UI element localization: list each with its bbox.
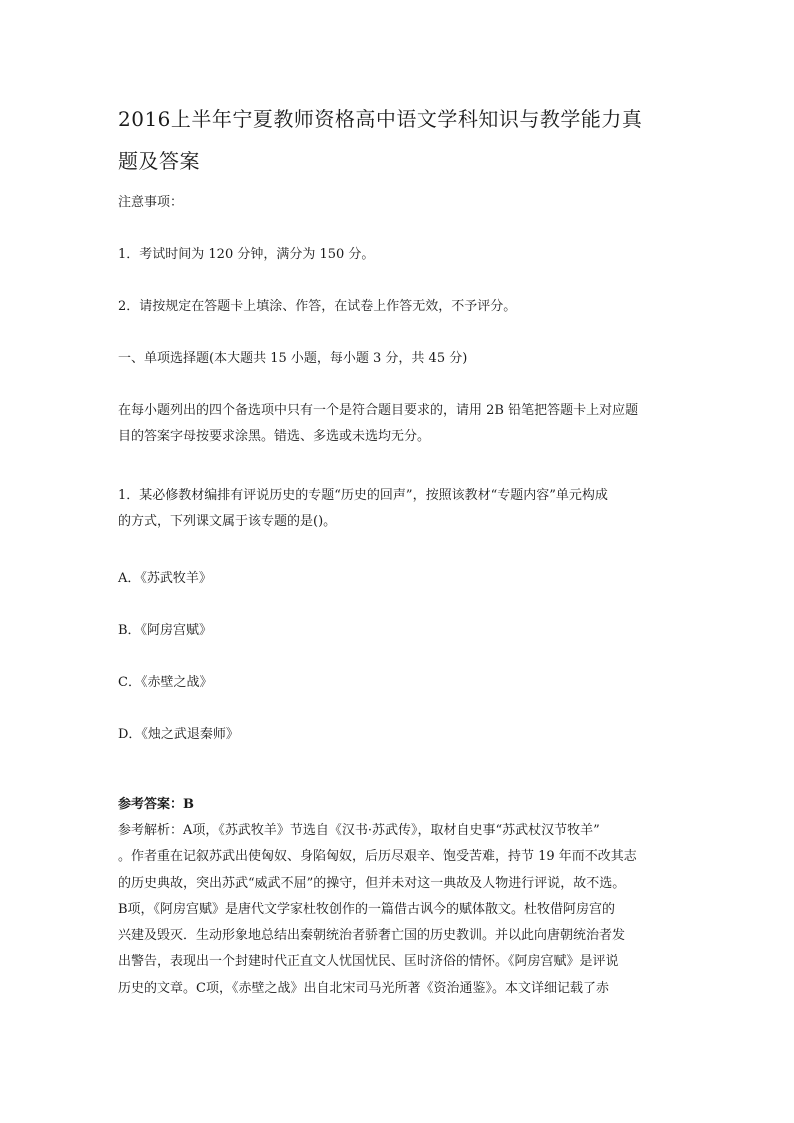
title-line-2: 题及答案 <box>118 149 200 173</box>
explanation-line-2: 。作者重在记叙苏武出使匈奴、身陷匈奴，后历尽艰辛、饱受苦难，持节 19 年而不改其志 <box>118 849 637 865</box>
explanation-line-1: 参考解析：A项，《苏武牧羊》节选自《汉书·苏武传》，取材自史事“苏武杖汉节牧羊” <box>118 823 600 838</box>
option-d: D．《烛之武退秦师》 <box>118 727 239 742</box>
section-instruction-line-1: 在每小题列出的四个备选项中只有一个是符合题目要求的，请用 2B 铅笔把答题卡上对应题 <box>118 403 639 418</box>
explanation-line-4: B项，《阿房宫赋》是唐代文学家杜牧创作的一篇借古讽今的赋体散文。杜牧借阿房宫的 <box>118 901 616 917</box>
question-stem <box>118 483 678 535</box>
explanation-line-3: 的历史典故，突出苏武“威武不屈”的操守，但并未对这一典故及人物进行评说，故不选。 <box>118 875 626 891</box>
section-heading: 一、单项选择题(本大题共 15 小题，每小题 3 分，共 45 分) <box>118 351 468 366</box>
question-stem-line-1: 1．某必修教材编排有评说历史的专题“历史的回声”，按照该教材“专题内容”单元构成 <box>118 488 608 503</box>
explanation-line-5: 兴建及毁灭．生动形象地总结出秦朝统治者骄奢亡国的历史教训。并以此向唐朝统治者发 <box>118 928 626 944</box>
notice-item-1: 1．考试时间为 120 分钟，满分为 150 分。 <box>118 247 375 262</box>
explanation <box>118 818 680 1002</box>
explanation-line-6: 出警告，表现出一个封建时代正直文人忧国忧民、匡时济俗的情怀。《阿房宫赋》是评说 <box>118 954 619 970</box>
option-b: B．《阿房宫赋》 <box>118 623 213 638</box>
answer-label: 参考答案：B <box>118 797 194 812</box>
explanation-line-7: 历史的文章。C项，《赤壁之战》出自北宋司马光所著《资治通鉴》。本文详细记载了赤 <box>118 980 609 996</box>
section-instruction <box>118 398 678 450</box>
question-stem-line-2: 的方式，下列课文属于该专题的是()。 <box>118 514 337 529</box>
option-a: A．《苏武牧羊》 <box>118 571 212 586</box>
title-line-1: 2016上半年宁夏教师资格高中语文学科知识与教学能力真 <box>118 107 643 131</box>
notice-heading: 注意事项： <box>118 195 184 210</box>
option-c: C．《赤壁之战》 <box>118 675 213 690</box>
notice-item-2: 2．请按规定在答题卡上填涂、作答，在试卷上作答无效，不予评分。 <box>118 299 517 314</box>
document-title <box>118 98 678 182</box>
section-instruction-line-2: 目的答案字母按要求涂黑。错选、多选或未选均无分。 <box>118 429 431 444</box>
